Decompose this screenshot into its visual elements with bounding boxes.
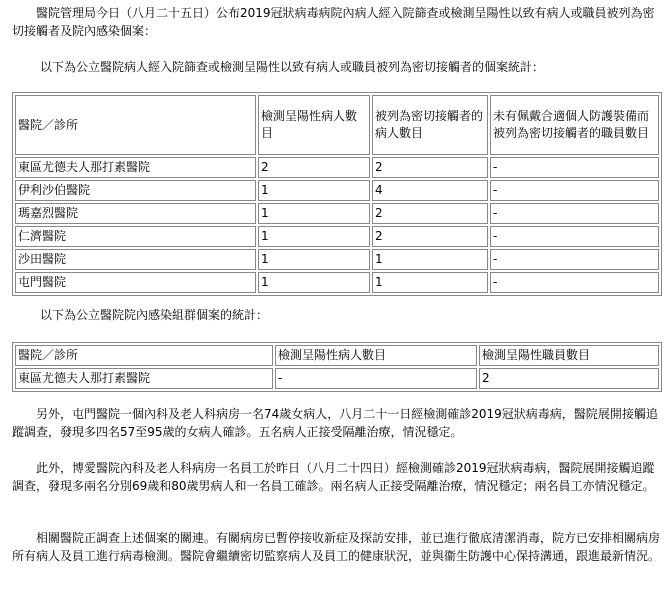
table-row xyxy=(15,180,659,201)
cell-contact-staff: - xyxy=(490,203,659,224)
table-row xyxy=(15,203,659,224)
cell-contact-patients: 1 xyxy=(372,249,488,270)
table-row xyxy=(15,272,659,293)
header-positive-staff: 檢測呈陽性職員數目 xyxy=(479,345,659,366)
header-positive-patients: 檢測呈陽性病人數目 xyxy=(275,345,477,366)
table-header-row xyxy=(15,95,659,155)
cell-hospital: 東區尤德夫人那打素醫院 xyxy=(15,157,256,178)
follow-up-paragraph: 相關醫院正調查上述個案的關連。有關病房已暫停接收新症及探訪安排，並已進行徹底清潔消毒，院方已安排相關病房所有病人及員工進行病毒檢測。醫院會繼續密切監察病人及員工的健康狀況，並與衞生防護中心保持溝通，跟進最新情況。 xyxy=(12,531,661,563)
cell-positive: 1 xyxy=(258,249,370,270)
header-hospital: 醫院／診所 xyxy=(15,345,273,366)
cell-contact-patients: 1 xyxy=(372,272,488,293)
cell-positive: 1 xyxy=(258,272,370,293)
cell-hospital: 屯門醫院 xyxy=(15,272,256,293)
table-row xyxy=(15,368,659,389)
header-contact-staff: 未有佩戴合適個人防護裝備而被列為密切接觸者的職員數目 xyxy=(490,95,659,155)
table-row xyxy=(15,157,659,178)
cell-positive: 2 xyxy=(258,157,370,178)
cell-positive: 1 xyxy=(258,226,370,247)
cell-contact-staff: - xyxy=(490,226,659,247)
table-header-row xyxy=(15,345,659,366)
cell-hospital: 仁濟醫院 xyxy=(15,226,256,247)
header-positive-patients: 檢測呈陽性病人數目 xyxy=(258,95,370,155)
close-contact-table xyxy=(12,92,662,296)
pok-oi-paragraph: 此外，博愛醫院內科及老人科病房一名員工於昨日（八月二十四日）經檢測確診2019冠狀病毒病，醫院展開接觸追蹤調查，發現多兩名分別69歲和80歲男病人和一名員工確診。兩名病人正接受隔離治療，情況穩定；兩名員工亦情況穩定。 xyxy=(12,461,655,493)
table1-lead: 以下為公立醫院病人經入院篩查或檢測呈陽性以致有病人或職員被列為密切接觸者的個案統計： xyxy=(40,60,545,74)
cluster-table xyxy=(12,342,662,392)
cell-contact-staff: - xyxy=(490,157,659,178)
cell-positive-patients: - xyxy=(275,368,477,389)
cell-contact-staff: - xyxy=(490,249,659,270)
cell-contact-patients: 2 xyxy=(372,203,488,224)
cell-hospital: 伊利沙伯醫院 xyxy=(15,180,256,201)
cell-positive: 1 xyxy=(258,203,370,224)
table-row xyxy=(15,249,659,270)
cell-hospital: 瑪嘉烈醫院 xyxy=(15,203,256,224)
header-contact-patients: 被列為密切接觸者的病人數目 xyxy=(372,95,488,155)
cell-contact-patients: 4 xyxy=(372,180,488,201)
cell-positive: 1 xyxy=(258,180,370,201)
cell-contact-patients: 2 xyxy=(372,226,488,247)
table2-lead: 以下為公立醫院院內感染組群個案的統計： xyxy=(40,308,269,322)
cell-contact-staff: - xyxy=(490,180,659,201)
table-row xyxy=(15,226,659,247)
tuen-mun-paragraph: 另外，屯門醫院一個內科及老人科病房一名74歲女病人，八月二十一日經檢測確診2019冠狀病毒病，醫院展開接觸追蹤調查，發現多四名57至95歲的女病人確診。五名病人正接受隔離治療，情況穩定。 xyxy=(12,407,658,439)
intro-paragraph: 醫院管理局今日（八月二十五日）公布2019冠狀病毒病院內病人經入院篩查或檢測呈陽性以致有病人或職員被列為密切接觸者及院內感染個案： xyxy=(12,6,655,38)
cell-hospital: 東區尤德夫人那打素醫院 xyxy=(15,368,273,389)
cell-positive-staff: 2 xyxy=(479,368,659,389)
cell-contact-staff: - xyxy=(490,272,659,293)
cell-hospital: 沙田醫院 xyxy=(15,249,256,270)
cell-contact-patients: 2 xyxy=(372,157,488,178)
header-hospital: 醫院／診所 xyxy=(15,95,256,155)
